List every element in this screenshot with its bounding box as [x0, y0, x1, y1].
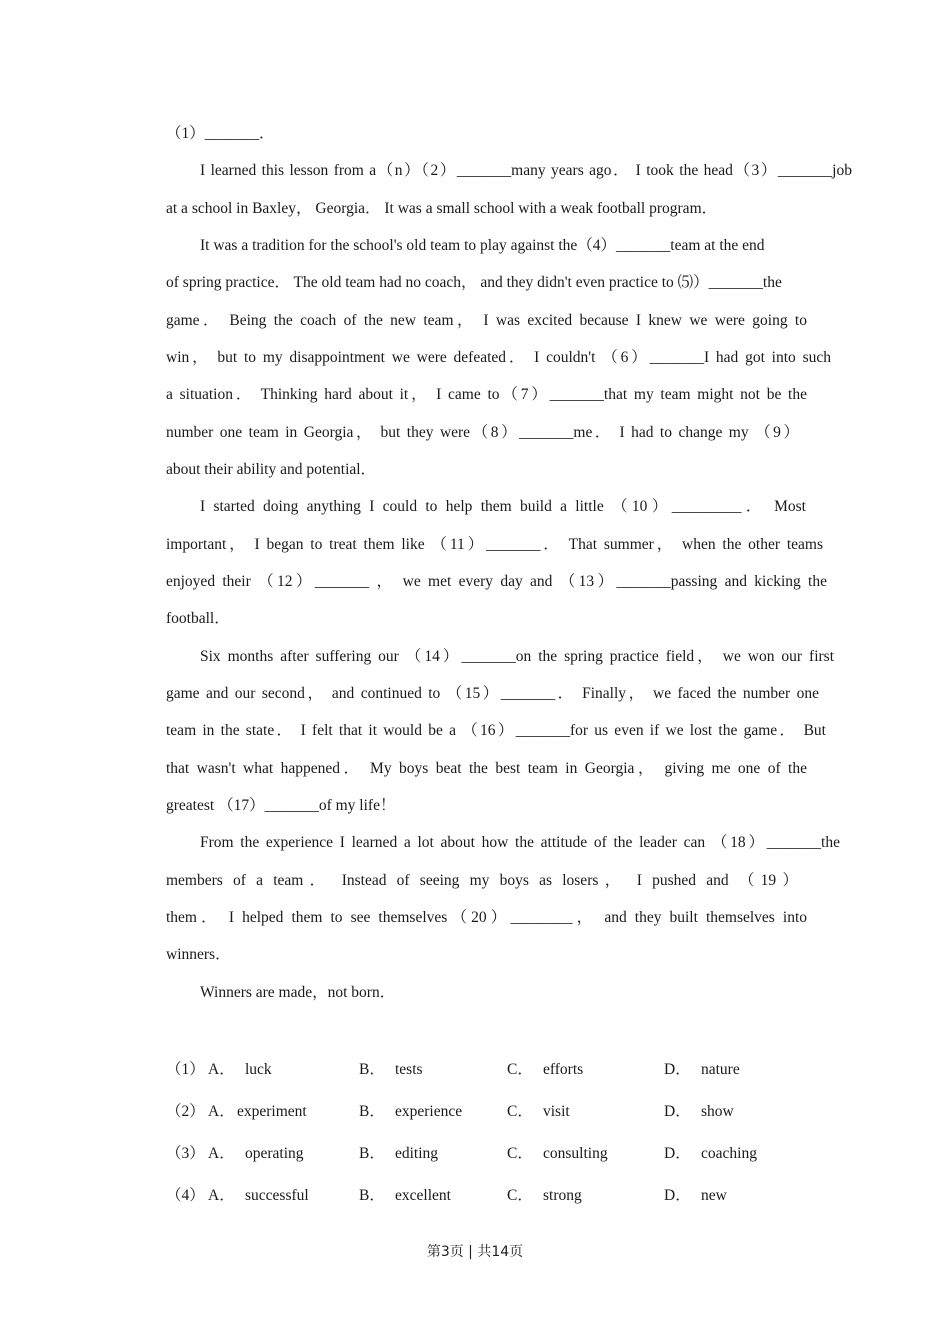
question-number: （1） [166, 1061, 205, 1078]
passage-line: Six months after suffering our （14）_______on the spring practice field， we won our first [200, 648, 834, 665]
option-c[interactable]: C． strong [507, 1187, 582, 1204]
passage-line: game． Being the coach of the new team， I was excited because I knew we were going to [166, 312, 807, 329]
option-a[interactable]: A． operating [208, 1145, 304, 1162]
passage-line: It was a tradition for the school's old team to play against the（4）_______team at the end [200, 237, 765, 254]
passage-line: From the experience I learned a lot about how the attitude of the leader can （18）_______the [200, 834, 840, 851]
passage-line: important， I began to treat them like （11）_______． That summer， when the other teams [166, 536, 823, 553]
question-row [166, 1102, 852, 1122]
option-a[interactable]: A． experiment [208, 1103, 307, 1120]
passage-line: team in the state． I felt that it would be a （16）_______for us even if we lost the game． But [166, 722, 826, 739]
passage-line: at a school in Baxley， Georgia． It was a small school with a weak football program． [166, 200, 718, 217]
option-c[interactable]: C． efforts [507, 1061, 584, 1078]
option-c[interactable]: C． visit [507, 1103, 570, 1120]
passage-line: them． I helped them to see themselves（20）________， and they built themselves into [166, 909, 807, 926]
option-b[interactable]: B． experience [359, 1103, 463, 1120]
passage-line: football． [166, 610, 230, 627]
passage-line: a situation． Thinking hard about it， I came to（7）_______that my team might not be the [166, 386, 807, 403]
option-b[interactable]: B． excellent [359, 1187, 451, 1204]
question-number: （4） [166, 1187, 205, 1204]
question-row [166, 1144, 852, 1164]
page-footer: 第3页 | 共14页 [426, 1244, 524, 1260]
passage-line: game and our second， and continued to （15）_______． Finally， we faced the number one [166, 685, 819, 702]
option-d[interactable]: D． show [664, 1103, 734, 1120]
option-c[interactable]: C． consulting [507, 1145, 608, 1162]
passage-line: about their ability and potential． [166, 461, 377, 478]
passage-line: win， but to my disappointment we were defeated． I couldn't （6）_______I had got into such [166, 349, 831, 366]
option-d[interactable]: D． new [664, 1187, 727, 1204]
passage-line: number one team in Georgia， but they were（8）_______me． I had to change my （9） [166, 424, 799, 441]
question-row [166, 1186, 852, 1206]
passage-line: that wasn't what happened． My boys beat the best team in Georgia， giving me one of the [166, 760, 807, 777]
passage-line: greatest （17）_______of my life！ [166, 797, 396, 814]
question-row [166, 1060, 852, 1080]
passage-line: （1）_______． [166, 125, 275, 142]
passage-line: enjoyed their （12）_______ ， we met every day and （13）_______passing and kicking the [166, 573, 827, 590]
passage-line: Winners are made，not born． [200, 984, 396, 1001]
option-a[interactable]: A． luck [208, 1061, 272, 1078]
option-d[interactable]: D． coaching [664, 1145, 757, 1162]
passage-line: I started doing anything I could to help them build a little （10）_________． Most [200, 498, 806, 515]
option-b[interactable]: B． tests [359, 1061, 423, 1078]
passage-line: members of a team． Instead of seeing my boys as losers， I pushed and （19） [166, 872, 798, 889]
option-a[interactable]: A． successful [208, 1187, 309, 1204]
option-b[interactable]: B． editing [359, 1145, 439, 1162]
question-number: （2） [166, 1103, 205, 1120]
question-number: （3） [166, 1145, 205, 1162]
option-d[interactable]: D． nature [664, 1061, 740, 1078]
passage-line: winners． [166, 946, 231, 963]
passage-line: I learned this lesson from a（n）（2）_______many years ago． I took the head（3）_______job [200, 162, 852, 179]
passage-line: of spring practice． The old team had no coach， and they didn't even practice to ⑸）_______the [166, 274, 782, 291]
